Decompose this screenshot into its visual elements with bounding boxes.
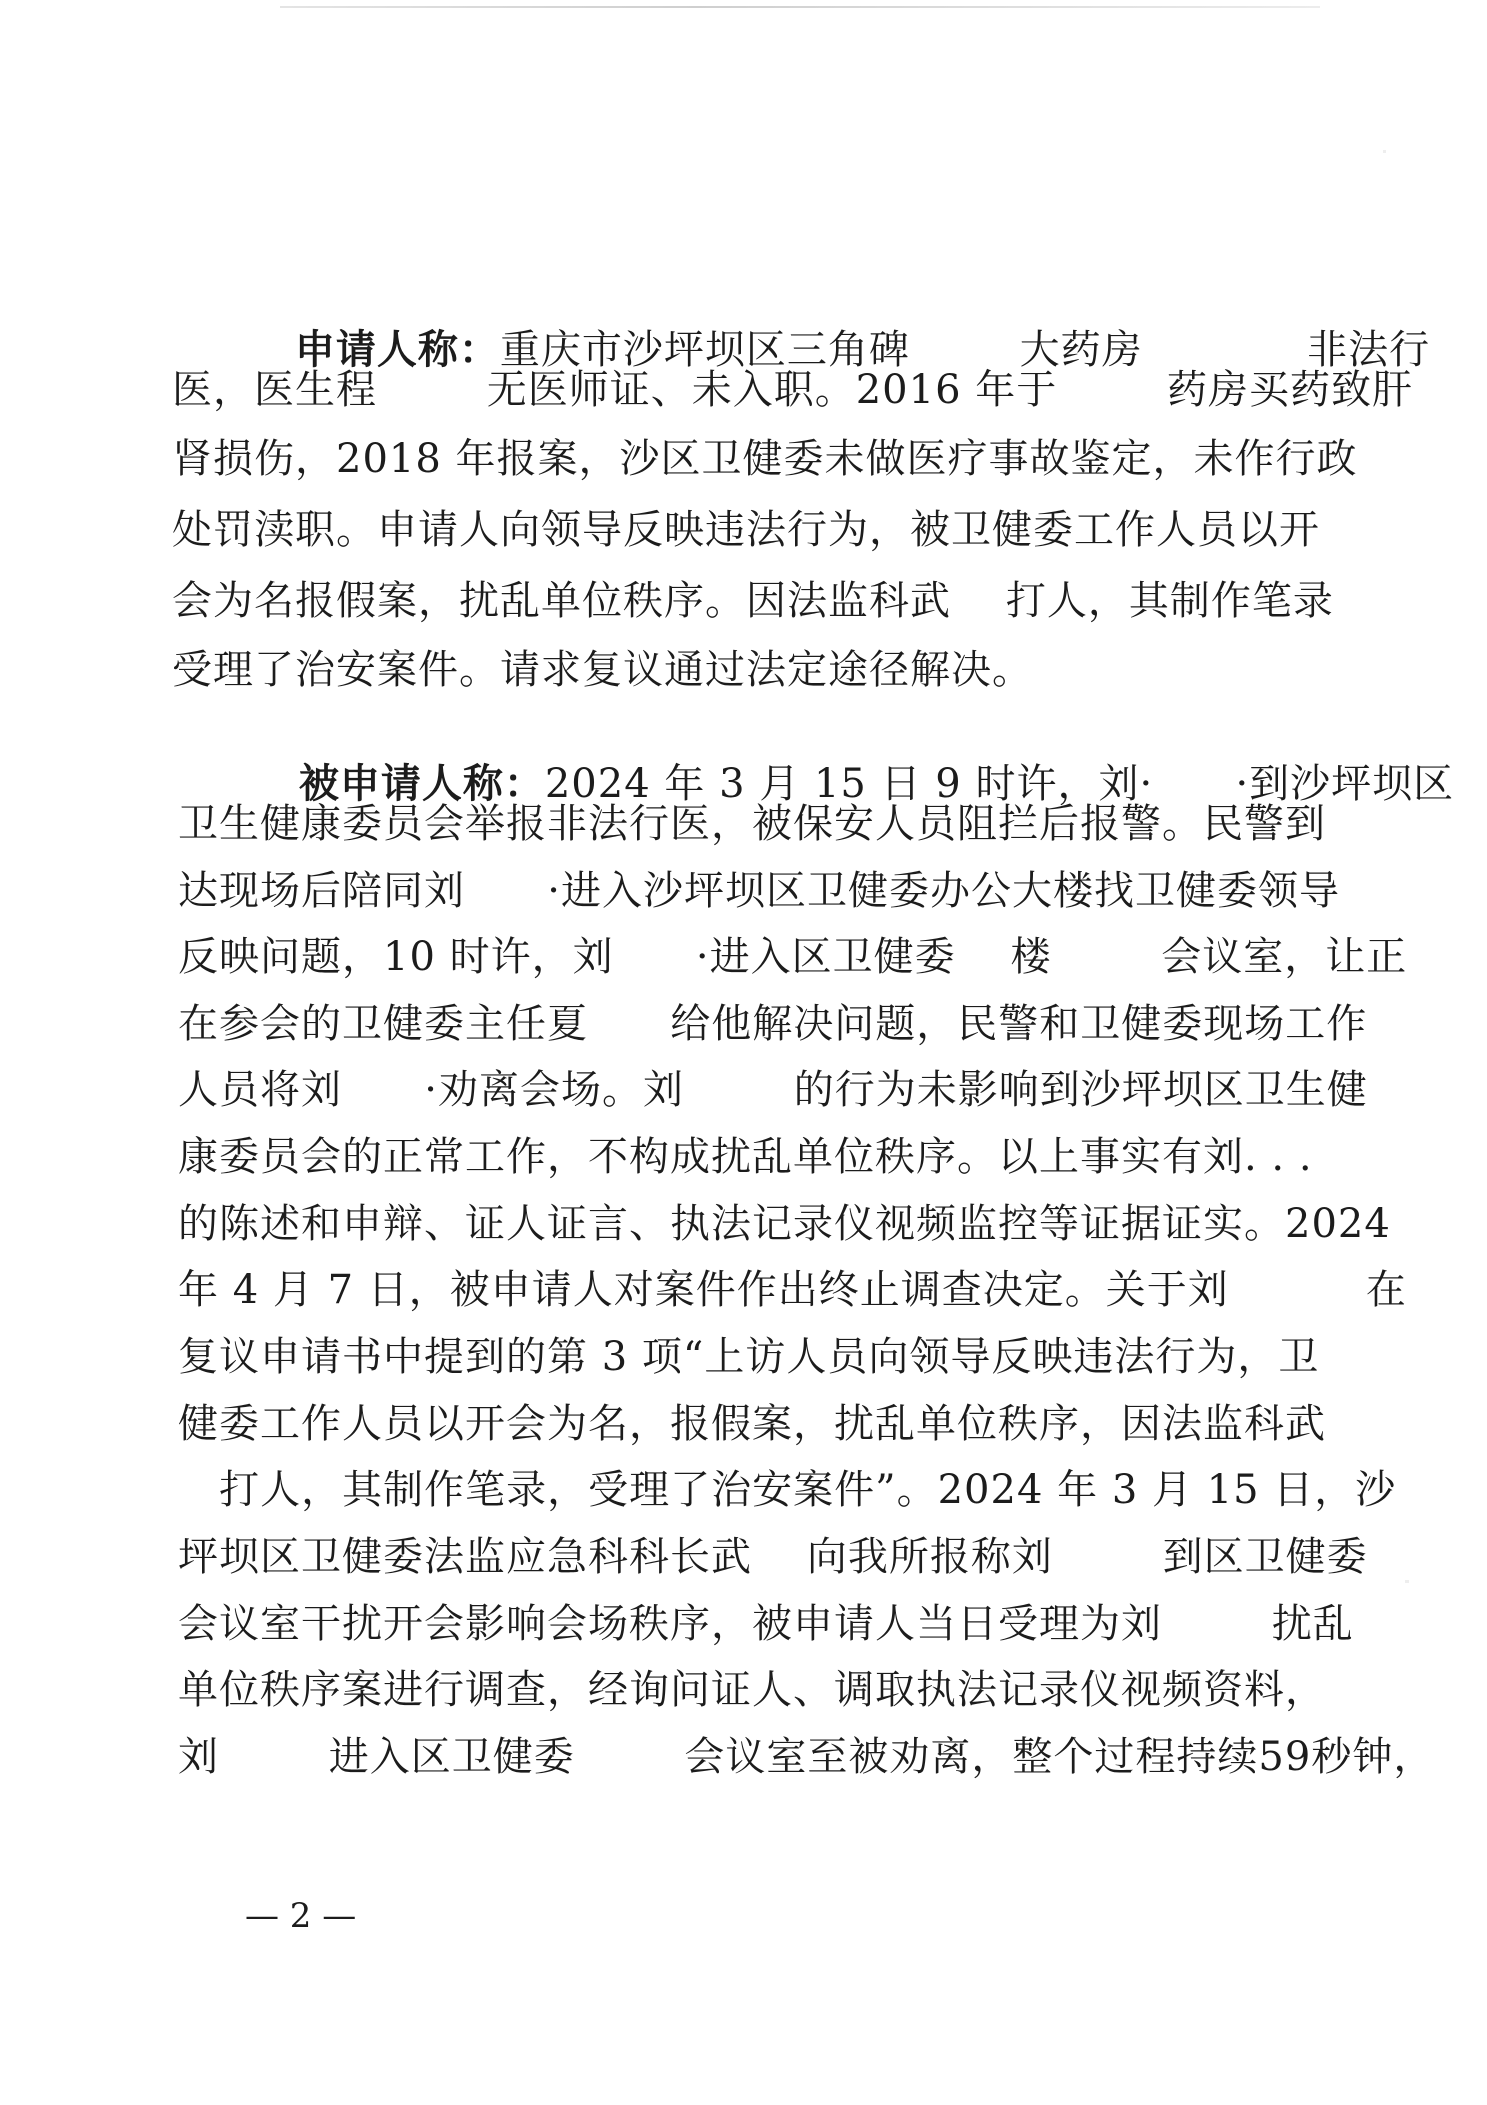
paragraph1-line-5: 会为名报假案，扰乱单位秩序。因法监科武 打人，其制作笔录 [172,578,1334,624]
scan-edge-line [280,6,1320,8]
scan-artifact [1405,1580,1409,1583]
applicant-claim-label: 申请人称： [294,326,500,373]
paragraph2-line-8: 的陈述和申辩、证人证言、执法记录仪视频监控等证据证实。2024 [178,1201,1391,1247]
paragraph2-line-13: 坪坝区卫健委法监应急科科长武 向我所报称刘 到区卫健委 [178,1534,1368,1580]
paragraph2-line-16: 刘 进入区卫健委 会议室至被劝离，整个过程持续59秒钟， [178,1734,1435,1780]
paragraph2-line-4: 反映问题，10 时许，刘 ·进入区卫健委 楼 会议室，让正 [178,934,1408,980]
paragraph2-line-5: 在参会的卫健委主任夏 给他解决问题，民警和卫健委现场工作 [178,1001,1368,1047]
paragraph1-line-2: 医，医生程 无医师证、未入职。2016 年于 药房买药致肝 [172,367,1413,413]
paragraph2-line-1-text: 2024 年 3 月 15 日 9 时许，刘· ·到沙坪坝区 [544,761,1455,807]
paragraph2-line-15: 单位秩序案进行调查，经询问证人、调取执法记录仪视频资料， [178,1667,1326,1713]
paragraph2-line-6: 人员将刘 ·劝离会场。刘 的行为未影响到沙坪坝区卫生健 [178,1067,1368,1113]
respondent-claim-label: 被申请人称： [298,760,545,807]
scan-artifact [1383,150,1386,153]
paragraph2-line-3: 达现场后陪同刘 ·进入沙坪坝区卫健委办公大楼找卫健委领导 [178,868,1341,914]
paragraph1-line-3: 肾损伤，2018 年报案，沙区卫健委未做医疗事故鉴定，未作行政 [172,436,1358,482]
paragraph2-line-9: 年 4 月 7 日，被申请人对案件作出终止调查决定。关于刘 在 [178,1267,1407,1313]
paragraph2-line-11: 健委工作人员以开会为名，报假案，扰乱单位秩序，因法监科武 [178,1401,1326,1447]
paragraph2-line-10: 复议申请书中提到的第 3 项“上访人员向领导反映违法行为，卫 [178,1334,1320,1380]
paragraph2-line-14: 会议室干扰开会影响会场秩序，被申请人当日受理为刘 扰乱 [178,1601,1354,1647]
paragraph2-line-12: 打人，其制作笔录，受理了治安案件”。2024 年 3 月 15 日，沙 [178,1467,1397,1513]
paragraph2-line-7: 康委员会的正常工作，不构成扰乱单位秩序。以上事实有刘. . . [178,1134,1313,1180]
paragraph1-line-4: 处罚渎职。申请人向领导反映违法行为，被卫健委工作人员以开 [172,507,1320,553]
paragraph1-line-1-text: 重庆市沙坪坝区三角碑 大药房 非法行 [499,327,1431,373]
page-number: — 2 — [245,1896,357,1936]
paragraph2-line-2: 卫生健康委员会举报非法行医，被保安人员阻拦后报警。民警到 [178,801,1326,847]
paragraph1-line-6: 受理了治安案件。请求复议通过法定途径解决。 [172,647,1033,693]
